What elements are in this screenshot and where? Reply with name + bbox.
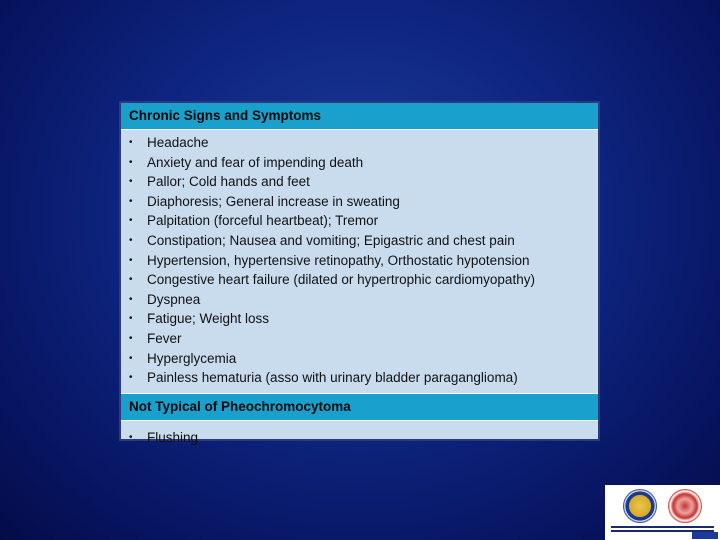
list-item: • Fatigue; Weight loss — [129, 309, 590, 329]
list-item: • Headache — [129, 133, 590, 153]
list-item: • Hypertension, hypertensive retinopathy, Orthostatic hypotension — [129, 251, 590, 271]
bullet-icon: • — [129, 372, 133, 384]
department-seal-icon — [668, 489, 702, 523]
list-item: • Palpitation (forceful heartbeat); Tremor — [129, 211, 590, 231]
bullet-icon: • — [129, 293, 133, 305]
list-item: • Congestive heart failure (dilated or hypertrophic cardiomyopathy) — [129, 270, 590, 290]
list-item: • Anxiety and fear of impending death — [129, 153, 590, 173]
section-header-not-typical: Not Typical of Pheochromocytoma — [121, 393, 598, 421]
list-item: • Painless hematuria (asso with urinary bladder paraganglioma) — [129, 368, 590, 388]
bullet-icon: • — [129, 195, 133, 207]
bullet-icon: • — [129, 431, 133, 443]
bullet-icon: • — [129, 332, 133, 344]
list-item: • Dyspnea — [129, 290, 590, 310]
bullet-icon: • — [129, 176, 133, 188]
section-header-chronic: Chronic Signs and Symptoms — [121, 103, 598, 130]
list-item: • Pallor; Cold hands and feet — [129, 172, 590, 192]
list-item: • Hyperglycemia — [129, 349, 590, 369]
symptoms-table — [119, 101, 600, 445]
list-item: • Flushing — [129, 428, 590, 448]
university-seal-icon — [623, 489, 657, 523]
bullet-icon: • — [129, 215, 133, 227]
institution-logo — [605, 485, 720, 540]
bullet-icon: • — [129, 352, 133, 364]
list-item: • Diaphoresis; General increase in sweating — [129, 192, 590, 212]
logo-caption-line — [611, 526, 714, 528]
logo-tag — [692, 532, 718, 539]
chronic-symptoms-list — [121, 130, 598, 393]
bullet-icon: • — [129, 156, 133, 168]
list-item: • Constipation; Nausea and vomiting; Epigastric and chest pain — [129, 231, 590, 251]
not-typical-list — [121, 421, 598, 453]
bullet-icon: • — [129, 313, 133, 325]
list-item: • Fever — [129, 329, 590, 349]
bullet-icon: • — [129, 137, 133, 148]
bullet-icon: • — [129, 234, 133, 246]
bullet-icon: • — [129, 254, 133, 266]
bullet-icon: • — [129, 274, 133, 286]
